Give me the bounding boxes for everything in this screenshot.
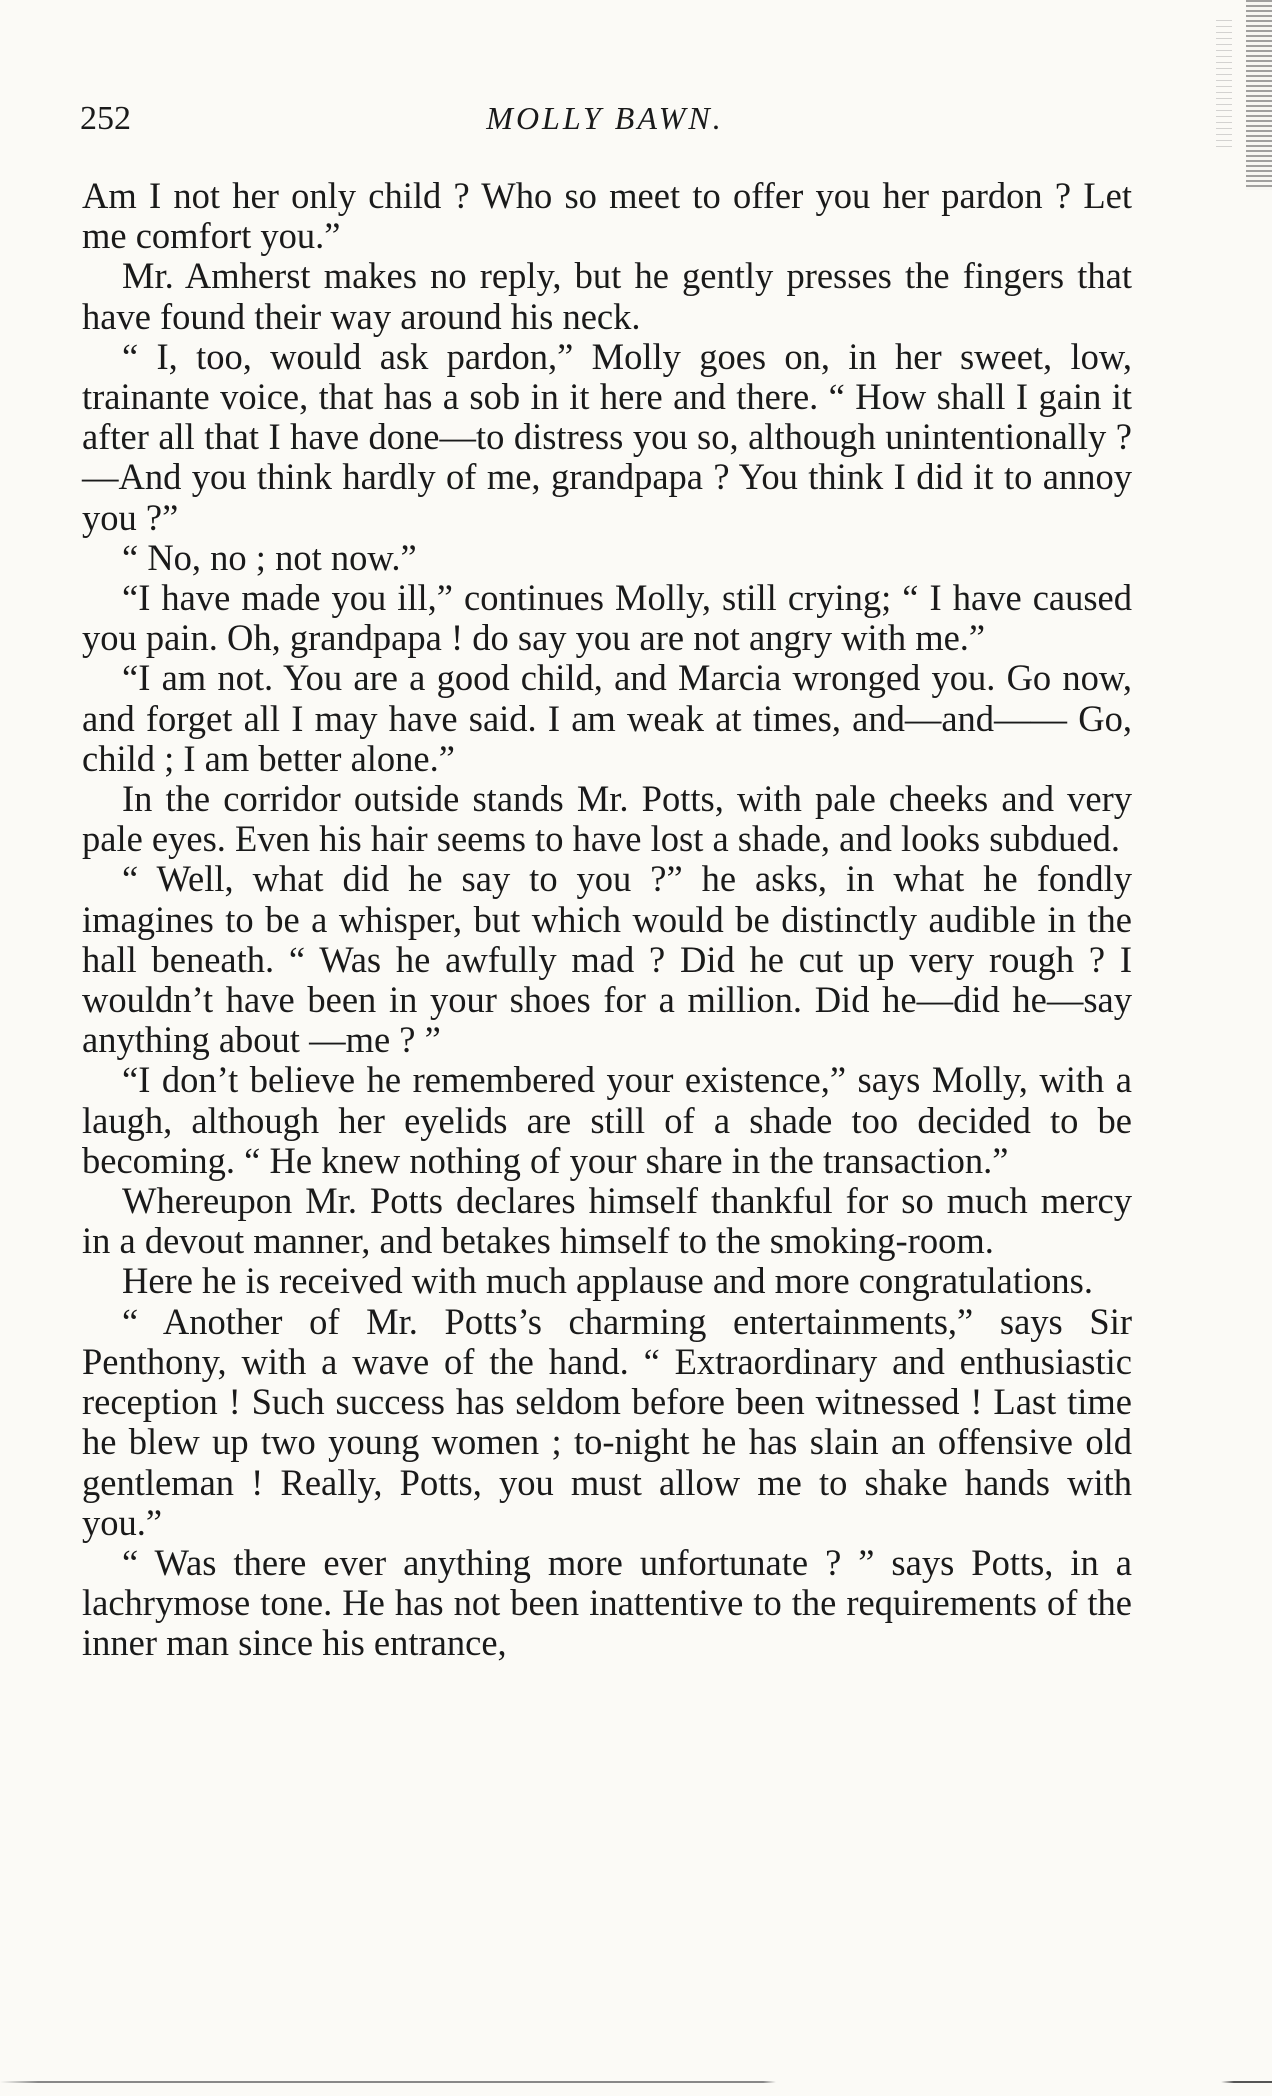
paragraph: Mr. Amherst makes no reply, but he gently presses the fingers that have found their way around his neck. [82, 255, 1132, 337]
paragraph: “I don’t believe he remembered your existence,” says Molly, with a laugh, although her eyelids are still of a shade too decided to be becoming. “ He knew nothing of your share in the transaction.” [82, 1059, 1132, 1181]
paragraph: Here he is received with much applause and more congratulations. [122, 1260, 1093, 1302]
body-text [82, 176, 1132, 1664]
running-head [80, 100, 1130, 140]
paragraph: “I am not. You are a good child, and Marcia wronged you. Go now, and forget all I may have said. I am weak at times, and—and—— Go, child ; I am better alone.” [82, 657, 1132, 779]
paragraph: “ Another of Mr. Potts’s charming entertainments,” says Sir Penthony, with a wave of the hand. “ Extraordinary and enthusiastic reception ! Such success has seldom before been witnessed ! Last time he blew up two young women ; to-night he has slain an offensive old gentleman ! Really, Potts, you must allow me to shake hands with you.” [82, 1300, 1132, 1543]
page-number: 252 [80, 100, 131, 137]
bottom-rule [0, 2081, 1272, 2083]
paragraph: “ No, no ; not now.” [122, 536, 417, 578]
paragraph: Whereupon Mr. Potts declares himself thankful for so much mercy in a devout manner, and betakes himself to the smoking-room. [82, 1180, 1132, 1262]
paragraph: Am I not her only child ? Who so meet to offer you her pardon ? Let me comfort you.” [82, 175, 1132, 257]
page-edge-shadow [1246, 0, 1272, 190]
book-title: MOLLY BAWN. [486, 100, 724, 136]
paragraph: “ Was there ever anything more unfortunate ? ” says Potts, in a lachrymose tone. He has not been inattentive to the requirements of the inner man since his entrance, [82, 1541, 1132, 1664]
paragraph: In the corridor outside stands Mr. Potts, with pale cheeks and very pale eyes. Even his hair seems to have lost a shade, and looks subdued. [82, 778, 1132, 860]
paragraph: “ I, too, would ask pardon,” Molly goes on, in her sweet, low, trainante voice, that has a sob in it here and there. “ How shall I gain it after all that I have done—to distress you so, although unintentionally ?—And you think hardly of me, grandpapa ? You think I did it to annoy you ?” [82, 335, 1132, 538]
page-edge-shadow-inner [1216, 20, 1232, 150]
paragraph: “I have made you ill,” continues Molly, still crying; “ I have caused you pain. Oh, grandpapa ! do say you are not angry with me.” [82, 577, 1132, 659]
paragraph: “ Well, what did he say to you ?” he asks, in what he fondly imagines to be a whisper, but which would be distinctly audible in the hall beneath. “ Was he awfully mad ? Did he cut up very rough ? I wouldn’t have been in your shoes for a million. Did he—did he—say anything about —me ? ” [82, 858, 1132, 1061]
